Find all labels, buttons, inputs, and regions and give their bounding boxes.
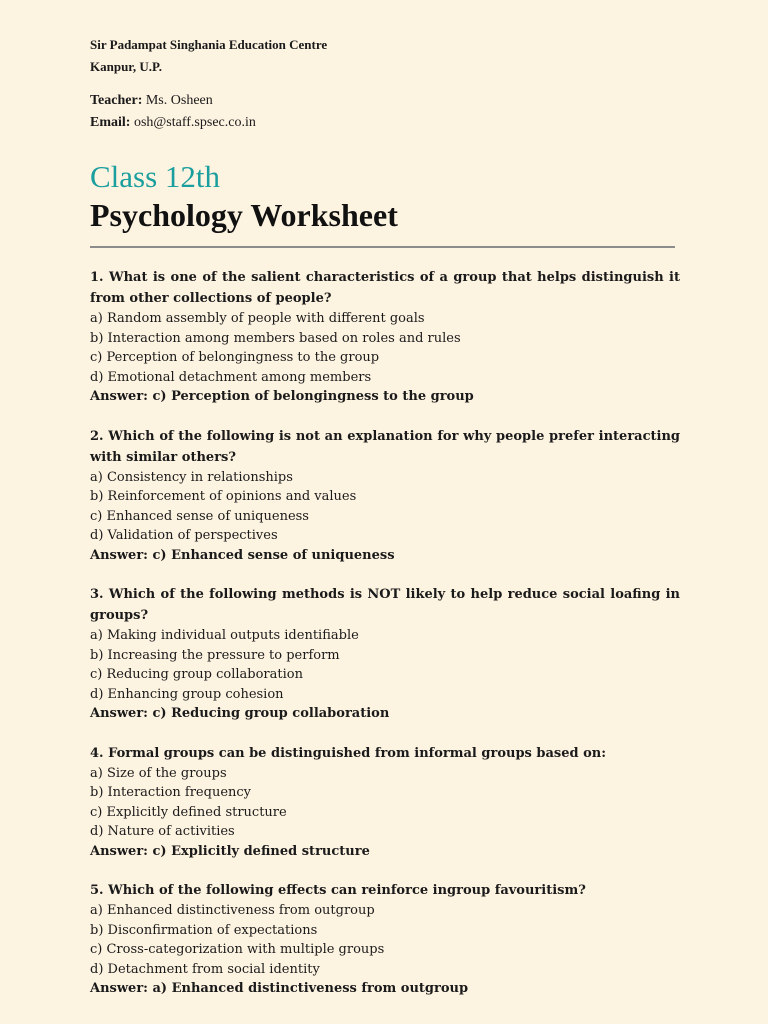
page-title: Psychology Worksheet (90, 197, 398, 233)
option-c: c) Cross-categorization with multiple groups (90, 942, 385, 957)
answer: Answer: a) Enhanced distinctiveness from outgroup (90, 981, 469, 996)
answer: Answer: c) Reducing group collaboration (90, 706, 390, 721)
question-text: 3. Which of the following methods is NOT likely to help reduce social loafing in groups? (90, 587, 680, 623)
option-d: d) Validation of perspectives (90, 528, 278, 543)
question-2 (90, 426, 680, 566)
email-address: osh@staff.spsec.co.in (133, 115, 256, 130)
option-c: c) Enhanced sense of uniqueness (90, 508, 309, 524)
school-name: Sir Padampat Singhania Education Centre (90, 37, 328, 52)
question-list (90, 267, 680, 999)
option-d: d) Nature of activities (90, 824, 235, 839)
question-3 (90, 584, 680, 724)
option-a: a) Consistency in relationships (90, 469, 293, 485)
option-c: c) Reducing group collaboration (90, 667, 303, 682)
class-title: Class 12th (90, 159, 221, 194)
option-d: d) Detachment from social identity (90, 961, 320, 977)
question-5 (90, 880, 680, 999)
question-1 (90, 267, 680, 407)
option-d: d) Emotional detachment among members (90, 369, 372, 385)
option-a: a) Making individual outputs identifiable (90, 628, 359, 643)
option-a: a) Random assembly of people with different goals (90, 311, 425, 326)
option-d: d) Enhancing group cohesion (90, 686, 284, 702)
teacher-label: Teacher: (90, 93, 143, 108)
option-a: a) Size of the groups (90, 765, 227, 781)
option-b: b) Interaction frequency (90, 785, 252, 800)
question-text: 4. Formal groups can be distinguished from informal groups based on: (90, 745, 607, 761)
option-b: b) Increasing the pressure to perform (90, 647, 340, 663)
email-label: Email: (90, 115, 131, 130)
email-line (90, 112, 678, 134)
answer: Answer: c) Enhanced sense of uniqueness (90, 547, 395, 563)
question-text: 1. What is one of the salient characteristics of a group that helps distinguish it from other collections of people? (90, 270, 680, 306)
answer: Answer: c) Perception of belongingness to the group (90, 389, 474, 404)
option-b: b) Interaction among members based on roles and rules (90, 330, 461, 346)
school-location: Kanpur, U.P. (90, 59, 163, 74)
option-c: c) Perception of belongingness to the group (90, 350, 380, 365)
question-text: 2. Which of the following is not an explanation for why people prefer interacting with similar others? (90, 428, 680, 465)
teacher-name: Ms. Osheen (145, 93, 213, 108)
option-c: c) Explicitly defined structure (90, 804, 287, 820)
title-divider (90, 246, 675, 248)
option-b: b) Reinforcement of opinions and values (90, 489, 357, 504)
question-text: 5. Which of the following effects can reinforce ingroup favouritism? (90, 883, 586, 898)
teacher-line (90, 90, 678, 112)
option-a: a) Enhanced distinctiveness from outgroup (90, 903, 375, 918)
question-4 (90, 743, 680, 862)
answer: Answer: c) Explicitly defined structure (90, 843, 370, 859)
option-b: b) Disconfirmation of expectations (90, 922, 318, 938)
contact-block (90, 90, 678, 134)
